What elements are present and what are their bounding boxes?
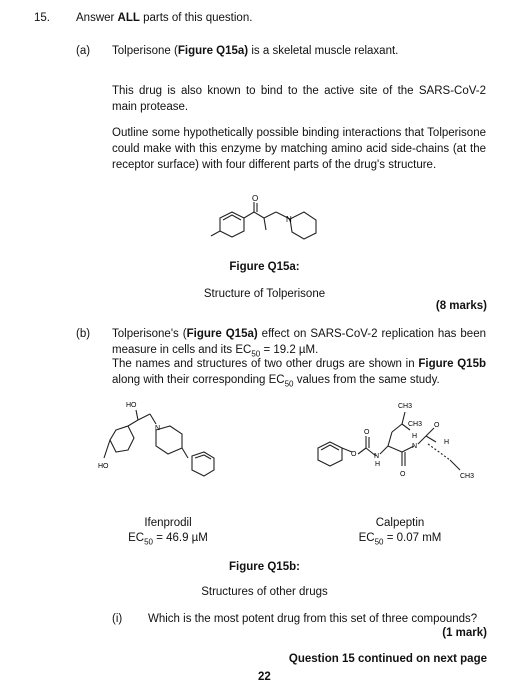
sub-i-question: Which is the most potent drug from this set of three compounds? — [148, 613, 478, 625]
atom-ho-bottom: HO — [98, 463, 109, 470]
figure-q15a-title: Figure Q15a: — [229, 261, 300, 273]
atom-h-1: H — [375, 461, 381, 468]
atom-o-ether: O — [351, 451, 357, 458]
part-b-label: (b) — [76, 328, 91, 340]
question-intro: Answer ALL parts of this question. — [76, 12, 253, 24]
page-number: 22 — [258, 671, 271, 683]
atom-o-bottom: O — [400, 471, 406, 478]
part-b-paragraph-1: Tolperisone's (Figure Q15a) effect on SARS-CoV-2 replication has been measure in cells and its $EC_{50} = 19.2$ µM. — [112, 328, 486, 359]
tolperisone-structure — [200, 192, 340, 252]
part-b-paragraph-2: The names and structures of two other drugs are shown in Figure Q15b along with their corresponding $EC_{50}$ values from the same study. — [112, 358, 486, 389]
atom-h-3: H — [444, 439, 450, 446]
figure-q15b-caption: Structures of other drugs — [201, 586, 328, 598]
atom-h-2: H — [412, 433, 418, 440]
atom-o-top: O — [434, 422, 440, 429]
figure-q15b-title: Figure Q15b: — [229, 561, 300, 573]
atom-ho-top: HO — [126, 402, 137, 409]
drug1-name: Ifenprodil — [144, 517, 192, 529]
drug2-ec50: $EC_{50} = 0.07$ mM — [358, 532, 442, 547]
drug1-ec50: $EC_{50} = 46.9$ µM — [128, 532, 208, 547]
atom-o: O — [252, 194, 259, 203]
question-number: 15. — [34, 12, 50, 24]
atom-ch3-top: CH3 — [398, 403, 413, 410]
continued-note: Question 15 continued on next page — [288, 653, 487, 665]
calpeptin-structure — [310, 396, 490, 491]
part-a-paragraph-1: This drug is also known to bind to the active site of the SARS-CoV-2 main protease. — [112, 85, 486, 113]
atom-n: N — [155, 425, 161, 432]
atom-n-1: N — [374, 453, 380, 460]
atom-o-left: O — [364, 429, 370, 436]
sub-i-marks: (1 mark) — [442, 627, 487, 639]
part-a-marks: (8 marks) — [435, 300, 487, 312]
drug2-name: Calpeptin — [375, 517, 425, 529]
atom-ch3-mid: CH3 — [408, 421, 423, 428]
atom-ch3-right: CH3 — [460, 473, 475, 480]
atom-n-2: N — [412, 443, 418, 450]
part-a-label: (a) — [76, 45, 91, 57]
part-a-intro: Tolperisone (Figure Q15a) is a skeletal muscle relaxant. — [112, 45, 399, 57]
figure-q15a-caption: Structure of Tolperisone — [203, 288, 326, 300]
atom-n: N — [286, 215, 292, 224]
sub-i-label: (i) — [112, 613, 123, 625]
ifenprodil-structure — [98, 396, 228, 491]
part-a-paragraph-2: Outline some hypothetically possible binding interactions that Tolperisone could make with this enzyme by matching amino acid side-chains (at the receptor surface) with four different parts of the drug's structure. — [112, 127, 486, 171]
